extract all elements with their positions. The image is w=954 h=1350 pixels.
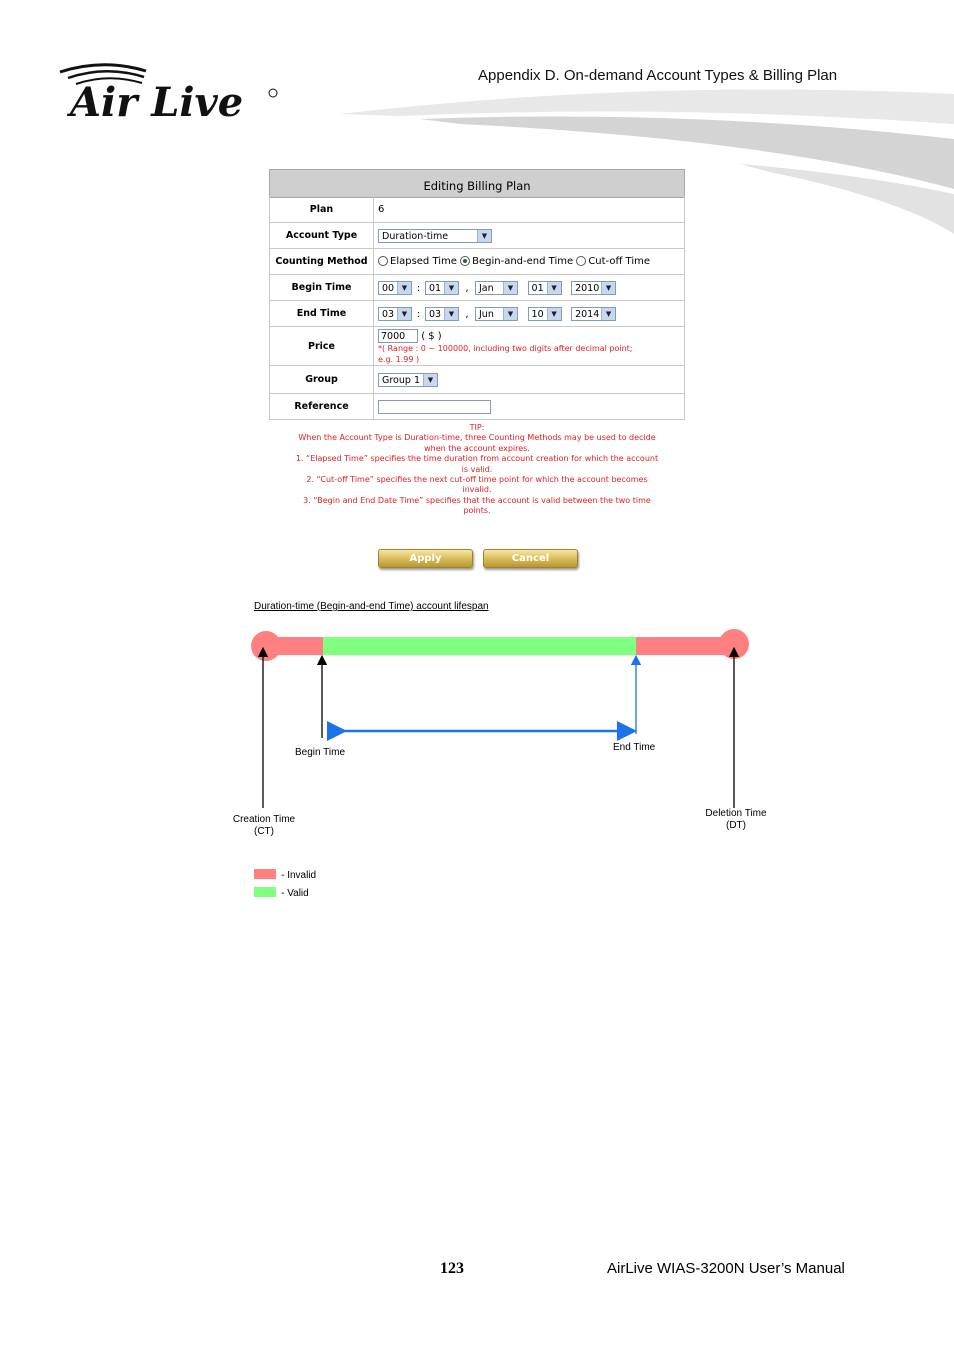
creation-point bbox=[251, 631, 281, 661]
tip-line: 2. “Cut-off Time” specifies the next cut-off time point for which the account becomes bbox=[306, 475, 648, 485]
page-header-title: Appendix D. On-demand Account Types & Billing Plan bbox=[478, 67, 838, 84]
chevron-down-icon: ▼ bbox=[547, 282, 561, 294]
select-value: 2014 bbox=[575, 308, 600, 320]
row-group bbox=[270, 366, 685, 394]
account-type-value: Duration-time bbox=[382, 230, 449, 242]
end-day-select[interactable] bbox=[528, 307, 562, 321]
chevron-down-icon: ▼ bbox=[444, 308, 458, 320]
chevron-down-icon: ▼ bbox=[397, 308, 411, 320]
select-value: Jun bbox=[479, 308, 494, 320]
valid-segment bbox=[323, 637, 636, 655]
time-separator: : bbox=[416, 308, 421, 320]
deletion-time-text: Deletion Time bbox=[705, 808, 767, 819]
lifespan-diagram bbox=[230, 620, 770, 850]
select-value: 03 bbox=[382, 308, 395, 320]
cancel-button[interactable]: Cancel bbox=[483, 549, 578, 568]
select-value: 00 bbox=[382, 282, 395, 294]
tip-line: when the account expires. bbox=[424, 443, 530, 453]
select-value: 01 bbox=[531, 282, 544, 294]
price-label: Price bbox=[270, 327, 374, 366]
billing-plan-panel bbox=[269, 169, 684, 574]
radio-label: Begin-and-end Time bbox=[472, 256, 574, 267]
row-plan bbox=[270, 197, 685, 223]
chevron-down-icon: ▼ bbox=[601, 282, 615, 294]
radio-begin-end-time[interactable] bbox=[460, 256, 573, 267]
plan-value: 6 bbox=[378, 204, 385, 215]
select-value: 2010 bbox=[575, 282, 600, 294]
radio-label: Cut-off Time bbox=[588, 256, 651, 267]
radio-cut-off-time[interactable] bbox=[576, 256, 650, 267]
select-value: 03 bbox=[429, 308, 442, 320]
tip-line: invalid. bbox=[462, 485, 492, 495]
tip-line: points. bbox=[463, 506, 491, 516]
deletion-time-caption bbox=[700, 808, 772, 832]
radio-elapsed-time[interactable] bbox=[378, 256, 457, 267]
reference-label: Reference bbox=[270, 394, 374, 420]
price-unit: ( $ ) bbox=[421, 330, 442, 342]
select-value: 01 bbox=[429, 282, 442, 294]
radio-icon bbox=[576, 256, 586, 266]
plan-label: Plan bbox=[270, 197, 374, 223]
begin-hour-select[interactable] bbox=[378, 281, 412, 295]
row-reference bbox=[270, 394, 685, 420]
tip-line: When the Account Type is Duration-time, three Counting Methods may be used to decide bbox=[298, 433, 656, 443]
date-separator: , bbox=[465, 308, 469, 320]
begin-time-label: Begin Time bbox=[270, 275, 374, 301]
row-end-time bbox=[270, 301, 685, 327]
select-value: Group 1 bbox=[382, 374, 420, 386]
price-example-note: e.g. 1.99 ) bbox=[378, 354, 420, 364]
chevron-down-icon: ▼ bbox=[503, 308, 517, 320]
tip-line: TIP: bbox=[469, 423, 485, 432]
row-counting-method bbox=[270, 249, 685, 275]
end-year-select[interactable] bbox=[571, 307, 616, 321]
end-hour-select[interactable] bbox=[378, 307, 412, 321]
tip-line: is valid. bbox=[461, 464, 493, 474]
legend-invalid bbox=[254, 863, 316, 882]
group-select[interactable] bbox=[378, 373, 438, 387]
legend-valid bbox=[254, 881, 309, 900]
tip-line: 1. “Elapsed Time” specifies the time duration from account creation for which the account bbox=[295, 454, 659, 464]
billing-plan-form bbox=[269, 196, 685, 420]
radio-icon bbox=[378, 256, 388, 266]
panel-title: Editing Billing Plan bbox=[269, 169, 685, 198]
end-time-label: End Time bbox=[270, 301, 374, 327]
tip-line: 3. “Begin and End Date Time” specifies that the account is valid between the two time bbox=[303, 495, 651, 505]
price-range-note: *( Range : 0 ~ 100000, including two digits after decimal point; bbox=[378, 343, 633, 353]
begin-month-select[interactable] bbox=[475, 281, 518, 295]
logo-text: Air Live bbox=[70, 79, 244, 122]
end-minute-select[interactable] bbox=[425, 307, 459, 321]
chevron-down-icon: ▼ bbox=[547, 308, 561, 320]
chevron-down-icon: ▼ bbox=[601, 308, 615, 320]
radio-selected-icon bbox=[460, 256, 470, 266]
apply-button[interactable]: Apply bbox=[378, 549, 473, 568]
legend-valid-swatch bbox=[254, 887, 276, 897]
chevron-down-icon: ▼ bbox=[444, 282, 458, 294]
row-account-type bbox=[270, 223, 685, 249]
time-separator: : bbox=[416, 282, 421, 294]
chevron-down-icon: ▼ bbox=[503, 282, 517, 294]
legend-valid-label: - Valid bbox=[281, 888, 309, 899]
airlive-logo bbox=[58, 58, 283, 122]
select-value: Jan bbox=[479, 282, 494, 294]
begin-time-caption: Begin Time bbox=[295, 747, 346, 758]
row-begin-time bbox=[270, 275, 685, 301]
chevron-down-icon: ▼ bbox=[397, 282, 411, 294]
date-separator: , bbox=[465, 282, 469, 294]
creation-time-text: Creation Time bbox=[232, 814, 296, 825]
account-type-select[interactable] bbox=[378, 229, 492, 243]
begin-year-select[interactable] bbox=[571, 281, 616, 295]
legend-invalid-swatch bbox=[254, 869, 276, 879]
page-number: 123 bbox=[440, 1260, 464, 1277]
end-month-select[interactable] bbox=[475, 307, 518, 321]
diagram-title: Duration-time (Begin-and-end Time) account lifespan bbox=[254, 601, 489, 612]
deletion-time-abbr: (DT) bbox=[726, 820, 746, 831]
chevron-down-icon: ▼ bbox=[477, 230, 491, 242]
price-input[interactable]: 7000 bbox=[378, 329, 418, 343]
counting-method-label: Counting Method bbox=[270, 249, 374, 275]
legend-invalid-label: - Invalid bbox=[281, 870, 317, 881]
account-type-label: Account Type bbox=[270, 223, 374, 249]
creation-time-abbr: (CT) bbox=[254, 826, 274, 837]
creation-time-caption bbox=[228, 814, 300, 838]
group-label: Group bbox=[270, 366, 374, 394]
begin-minute-select[interactable] bbox=[425, 281, 459, 295]
end-time-caption: End Time bbox=[613, 742, 656, 753]
tip-text bbox=[269, 423, 685, 517]
row-price bbox=[270, 327, 685, 366]
footer-manual-title: AirLive WIAS-3200N User’s Manual bbox=[607, 1260, 845, 1277]
chevron-down-icon: ▼ bbox=[423, 374, 437, 386]
radio-label: Elapsed Time bbox=[390, 256, 457, 267]
select-value: 10 bbox=[531, 308, 544, 320]
reference-input[interactable] bbox=[378, 400, 491, 414]
begin-day-select[interactable] bbox=[528, 281, 562, 295]
